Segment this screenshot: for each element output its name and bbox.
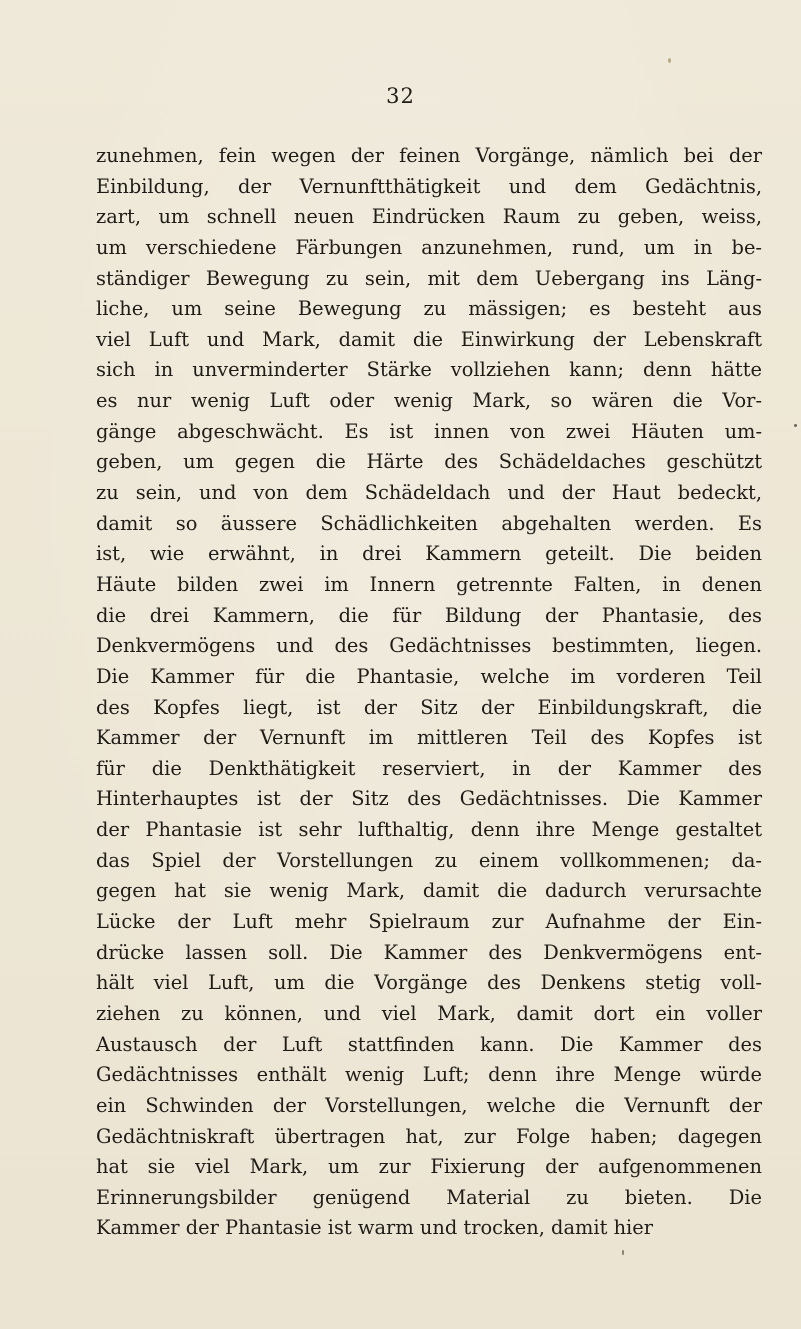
paper-speck — [794, 424, 797, 427]
text-line: Gedächtniskraft übertragen hat, zur Folge haben; dagegen — [96, 1124, 762, 1148]
text-line: Die Kammer für die Phantasie, welche im vorderen Teil — [96, 664, 762, 688]
text-line: zunehmen, fein wegen der feinen Vorgänge, nämlich bei der — [96, 144, 762, 167]
text-line: Gedächtnisses enthält wenig Luft; denn ihre Menge würde — [96, 1063, 762, 1087]
paper-speck — [622, 1250, 624, 1255]
page-number: 32 — [386, 84, 415, 108]
text-line: Denkvermögens und des Gedächtnisses bestimmten, liegen. — [96, 634, 762, 658]
text-line: Einbildung, der Vernunftthätigkeit und dem Gedächtnis, — [96, 174, 762, 198]
body-text — [96, 141, 762, 1244]
text-line: liche, um seine Bewegung zu mässigen; es besteht aus — [96, 297, 762, 321]
text-line: viel Luft und Mark, damit die Einwirkung der Lebenskraft — [96, 327, 762, 351]
text-line: ständiger Bewegung zu sein, mit dem Uebergang ins Läng- — [96, 266, 762, 290]
text-line: die drei Kammern, die für Bildung der Phantasie, des — [96, 603, 762, 627]
text-line: ziehen zu können, und viel Mark, damit dort ein voller — [96, 1001, 762, 1025]
text-line: der Phantasie ist sehr lufthaltig, denn ihre Menge gestaltet — [96, 818, 762, 842]
paper-stain — [668, 58, 671, 63]
text-line: damit so äussere Schädlichkeiten abgehalten werden. Es — [96, 511, 762, 535]
text-line: Austausch der Luft stattfinden kann. Die Kammer des — [96, 1032, 762, 1056]
text-line: um verschiedene Färbungen anzunehmen, rund, um in be- — [96, 235, 762, 259]
text-line: Erinnerungsbilder genügend Material zu bieten. Die — [96, 1185, 762, 1209]
text-line: sich in unverminderter Stärke vollziehen kann; denn hätte — [96, 358, 762, 382]
text-line: es nur wenig Luft oder wenig Mark, so wären die Vor- — [96, 389, 762, 413]
text-line: hat sie viel Mark, um zur Fixierung der aufgenommenen — [96, 1155, 762, 1179]
text-line: Kammer der Vernunft im mittleren Teil des Kopfes ist — [96, 726, 762, 750]
text-line: ein Schwinden der Vorstellungen, welche die Vernunft der — [96, 1093, 762, 1117]
text-line: zart, um schnell neuen Eindrücken Raum zu geben, weiss, — [96, 205, 762, 229]
text-line: des Kopfes liegt, ist der Sitz der Einbildungskraft, die — [96, 695, 762, 719]
text-line: Lücke der Luft mehr Spielraum zur Aufnahme der Ein- — [96, 910, 762, 934]
text-line: Häute bilden zwei im Innern getrennte Falten, in denen — [96, 572, 762, 596]
text-line: drücke lassen soll. Die Kammer des Denkvermögens ent- — [96, 940, 762, 964]
text-line: für die Denkthätigkeit reserviert, in der Kammer des — [96, 756, 762, 780]
text-line: gänge abgeschwächt. Es ist innen von zwei Häuten um- — [96, 419, 762, 443]
text-line: geben, um gegen die Härte des Schädeldaches geschützt — [96, 450, 762, 474]
text-line: das Spiel der Vorstellungen zu einem vollkommenen; da- — [96, 848, 762, 872]
text-line: Hinterhauptes ist der Sitz des Gedächtnisses. Die Kammer — [96, 787, 762, 811]
text-line: gegen hat sie wenig Mark, damit die dadurch verursachte — [96, 879, 762, 903]
text-line: zu sein, und von dem Schädeldach und der Haut bedeckt, — [96, 481, 762, 505]
text-line: ist, wie erwähnt, in drei Kammern geteilt. Die beiden — [96, 542, 762, 566]
text-line: hält viel Luft, um die Vorgänge des Denkens stetig voll- — [96, 971, 762, 995]
text-line: Kammer der Phantasie ist warm und trocken, damit hier — [96, 1216, 654, 1240]
